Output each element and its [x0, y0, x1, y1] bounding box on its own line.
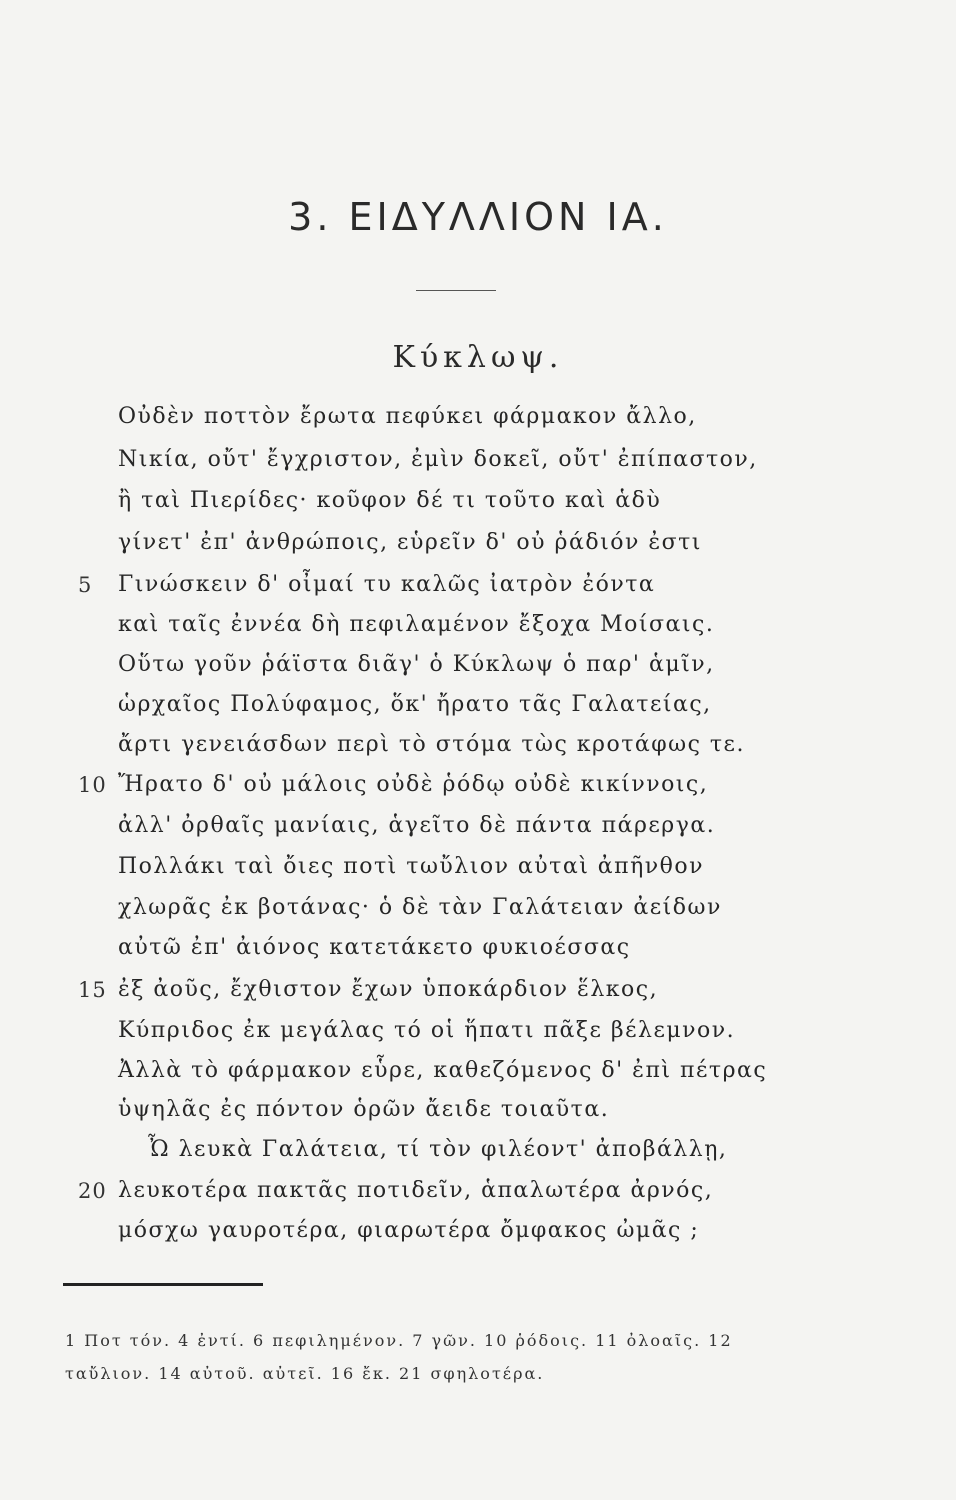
- verse-line: Γινώσκειν δ' οἶμαί τυ καλῶς ἰατρὸν ἐόντα: [118, 572, 656, 597]
- verse-line: γίνετ' ἐπ' ἀνθρώποις, εὑρεῖν δ' οὐ ῥάδιόν ἐστι: [118, 530, 702, 555]
- verse-line: μόσχω γαυροτέρα, φιαρωτέρα ὄμφακος ὠμᾶς ;: [118, 1218, 700, 1243]
- verse-line: ὡρχαῖος Πολύφαμος, ὅκ' ἤρατο τᾶς Γαλατείας,: [118, 692, 712, 717]
- line-number: 15: [78, 978, 107, 1002]
- verse-line: Πολλάκι ταὶ ὄιες ποτὶ τωὔλιον αὐταὶ ἀπῆνθον: [118, 854, 705, 879]
- verse-line: ἐξ ἀοῦς, ἔχθιστον ἔχων ὑποκάρδιον ἕλκος,: [118, 977, 659, 1002]
- verse-line: χλωρᾶς ἐκ βοτάνας· ὁ δὲ τὰν Γαλάτειαν ἀείδων: [118, 895, 722, 920]
- verse-line: καὶ ταῖς ἐννέα δὴ πεφιλαμένον ἔξοχα Μοίσαις.: [118, 612, 715, 637]
- verse-line: αὐτῶ ἐπ' ἀιόνος κατετάκετο φυκιοέσσας: [118, 935, 631, 960]
- footnote-rule: [63, 1283, 263, 1286]
- page-title: 3. ΕΙΔΥΛΛΙΟΝ ΙΑ.: [288, 195, 668, 239]
- footnote-line-2: ταὔλιον. 14 αὐτοῦ. αὐτεῖ. 16 ἔκ. 21 σφηλοτέρα.: [65, 1364, 545, 1383]
- line-number: 5: [78, 573, 93, 597]
- verse-line: Νικία, οὔτ' ἔγχριστον, ἐμὶν δοκεῖ, οὔτ' ἐπίπαστον,: [118, 447, 758, 472]
- verse-line: ἢ ταὶ Πιερίδες· κοῦφον δέ τι τοῦτο καὶ ἁδὺ: [118, 488, 662, 513]
- title-rule: [416, 290, 496, 291]
- verse-line: Ἀλλὰ τὸ φάρμακον εὗρε, καθεζόμενος δ' ἐπὶ πέτρας: [118, 1058, 768, 1083]
- verse-line: Οὐδὲν ποττὸν ἔρωτα πεφύκει φάρμακον ἄλλο,: [118, 404, 697, 429]
- footnote-line-1: 1 Ποτ τόν. 4 ἐντί. 6 πεφιλημένον. 7 γῶν. 10 ῥόδοις. 11 ὀλοαῖς. 12: [65, 1331, 733, 1350]
- verse-line: Οὕτω γοῦν ῥάϊστα διᾶγ' ὁ Κύκλωψ ὁ παρ' ἁμῖν,: [118, 652, 715, 677]
- verse-line: Ὦ λευκὰ Γαλάτεια, τί τὸν φιλέοντ' ἀποβάλλῃ,: [148, 1137, 728, 1162]
- verse-line: ἄρτι γενειάσδων περὶ τὸ στόμα τὼς κροτάφως τε.: [118, 732, 745, 757]
- verse-line: λευκοτέρα πακτᾶς ποτιδεῖν, ἁπαλωτέρα ἀρνός,: [118, 1178, 714, 1203]
- verse-line: Ἤρατο δ' οὐ μάλοις οὐδὲ ῥόδῳ οὐδὲ κικίννοις,: [118, 772, 709, 797]
- line-number: 20: [78, 1179, 107, 1203]
- verse-line: ὑψηλᾶς ἐς πόντον ὁρῶν ἄειδε τοιαῦτα.: [118, 1097, 610, 1122]
- verse-line: ἀλλ' ὀρθαῖς μανίαις, ἁγεῖτο δὲ πάντα πάρεργα.: [118, 813, 716, 838]
- verse-line: Κύπριδος ἐκ μεγάλας τό οἱ ἥπατι πᾶξε βέλεμνον.: [118, 1018, 736, 1043]
- line-number: 10: [78, 773, 107, 797]
- poem-subtitle: Κύκλωψ.: [392, 340, 564, 375]
